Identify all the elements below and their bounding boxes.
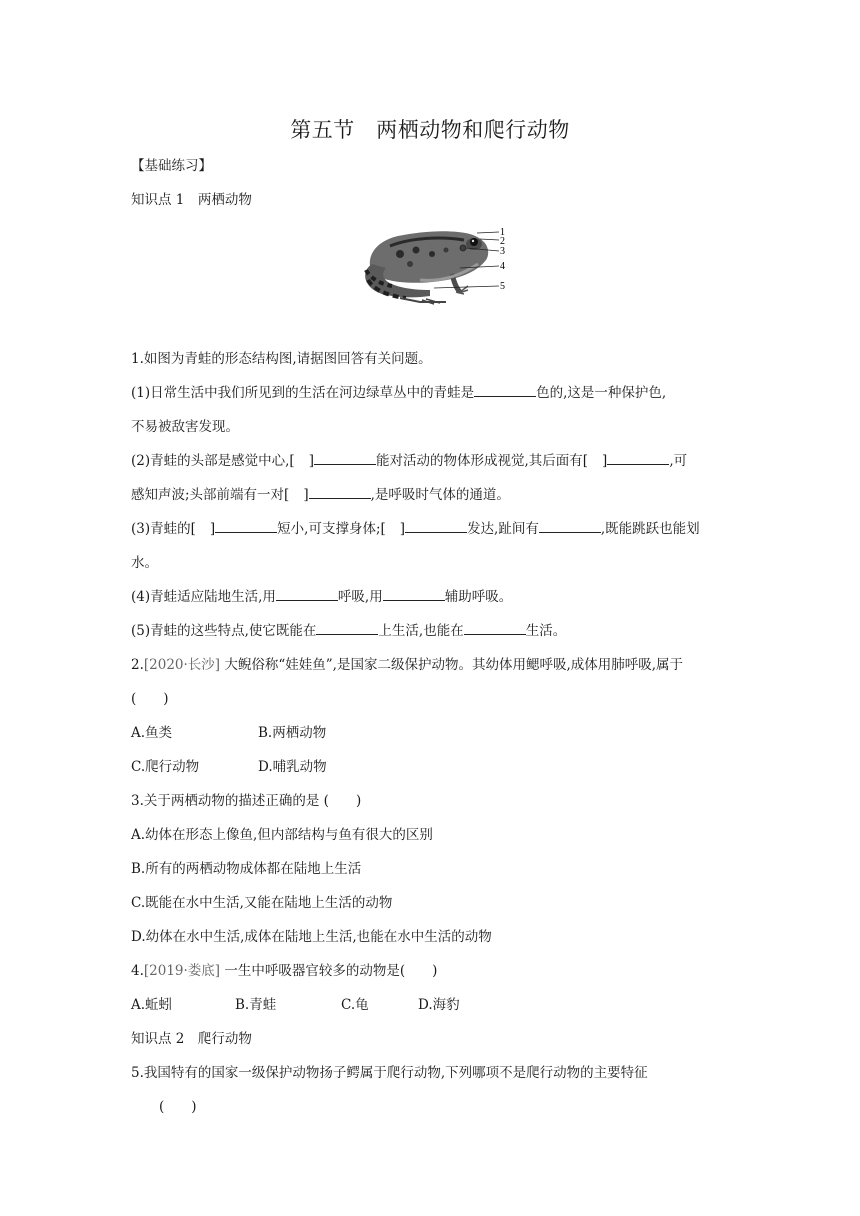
q1-p2-text-g: ] xyxy=(303,487,309,503)
question-1-part-1-cont: 不易被敌害发现。 xyxy=(131,419,239,435)
option-c[interactable]: C.爬行动物 xyxy=(131,759,200,775)
option-a[interactable]: A.鱼类 xyxy=(131,725,173,741)
answer-blank[interactable] xyxy=(405,520,467,533)
question-1-part-5 xyxy=(131,622,566,640)
question-1-part-2-cont xyxy=(131,486,510,504)
option-a[interactable]: A.幼体在形态上像鱼,但内部结构与鱼有很大的区别 xyxy=(131,827,433,843)
figure-label-3: 3 xyxy=(500,246,505,257)
q1-p3-text-b: ] xyxy=(209,521,216,537)
option-d[interactable]: D.海豹 xyxy=(418,997,460,1013)
q1-p5-text-c: 生活。 xyxy=(525,623,567,639)
question-3-stem: 3.关于两栖动物的描述正确的是 ( ) xyxy=(131,793,362,809)
knowledge-point-2: 知识点 2 爬行动物 xyxy=(131,1031,252,1047)
option-b[interactable]: B.所有的两栖动物成体都在陆地上生活 xyxy=(131,861,362,877)
question-source: [2019·娄底] xyxy=(143,963,221,979)
frog-figure xyxy=(360,224,520,306)
q1-p3-text-a: (3)青蛙的[ xyxy=(131,521,196,537)
option-d[interactable]: D.哺乳动物 xyxy=(258,759,327,775)
option-c[interactable]: C.龟 xyxy=(341,997,369,1013)
q1-p2-text-h: ,是呼吸时气体的通道。 xyxy=(370,487,510,503)
question-4-stem xyxy=(131,962,437,980)
q1-p2-text-e: ,可 xyxy=(669,453,688,469)
question-1-part-1 xyxy=(131,384,666,402)
question-2-stem xyxy=(131,656,683,674)
answer-blank[interactable] xyxy=(215,520,277,533)
figure-label-5: 5 xyxy=(500,281,505,292)
question-1-part-4 xyxy=(131,588,512,606)
q1-p3-text-c: 短小,可支撑身体;[ xyxy=(277,521,386,537)
q1-p3-text-d: ] xyxy=(399,521,406,537)
answer-paren[interactable]: ( ) xyxy=(131,691,169,707)
question-2-options-row-1 xyxy=(131,724,326,742)
answer-blank[interactable] xyxy=(276,588,338,601)
question-1-stem: 1.如图为青蛙的形态结构图,请据图回答有关问题。 xyxy=(131,351,432,367)
q1-p2-text-f: 感知声波;头部前端有一对[ xyxy=(131,487,290,503)
answer-blank[interactable] xyxy=(464,622,526,635)
q1-p5-text-b: 上生活,也能在 xyxy=(378,623,464,639)
figure-label-2: 2 xyxy=(500,236,505,247)
question-5-stem: 5.我国特有的国家一级保护动物扬子鳄属于爬行动物,下列哪项不是爬行动物的主要特征 xyxy=(131,1065,648,1081)
q1-p1-text-b: 色的,这是一种保护色, xyxy=(536,385,667,401)
question-4-options xyxy=(131,996,460,1014)
knowledge-point-1: 知识点 1 两栖动物 xyxy=(131,192,252,208)
question-2-options-row-2 xyxy=(131,758,327,776)
q1-p4-text-b: 呼吸,用 xyxy=(337,589,383,605)
question-1-part-3-cont: 水。 xyxy=(131,555,158,571)
figure-label-4: 4 xyxy=(500,261,505,272)
page-title: 第五节 两栖动物和爬行动物 xyxy=(290,118,570,142)
q1-p2-text-c: 能对活动的物体形成视觉,其后面有[ xyxy=(375,453,589,469)
q1-p4-text-c: 辅助呼吸。 xyxy=(444,589,513,605)
question-1-part-3 xyxy=(131,520,700,538)
answer-blank[interactable] xyxy=(607,452,669,465)
q1-p2-text-a: (2)青蛙的头部是感觉中心,[ xyxy=(131,453,295,469)
q1-p3-text-f: ,既能跳跃也能划 xyxy=(600,521,700,537)
answer-blank[interactable] xyxy=(539,520,601,533)
option-d[interactable]: D.幼体在水中生活,成体在陆地上生活,也能在水中生活的动物 xyxy=(131,929,492,945)
answer-blank[interactable] xyxy=(474,384,536,397)
option-b[interactable]: B.两栖动物 xyxy=(258,725,327,741)
answer-blank[interactable] xyxy=(309,486,371,499)
q1-p3-text-e: 发达,趾间有 xyxy=(467,521,539,537)
q1-p2-text-b: ] xyxy=(308,453,314,469)
answer-blank[interactable] xyxy=(314,452,376,465)
q1-p5-text-a: (5)青蛙的这些特点,使它既能在 xyxy=(131,623,317,639)
q1-p1-text-a: (1)日常生活中我们所见到的生活在河边绿草丛中的青蛙是 xyxy=(131,385,475,401)
question-1-part-2 xyxy=(131,452,687,470)
answer-blank[interactable] xyxy=(316,622,378,635)
option-c[interactable]: C.既能在水中生活,又能在陆地上生活的动物 xyxy=(131,895,393,911)
q1-p4-text-a: (4)青蛙适应陆地生活,用 xyxy=(131,589,276,605)
option-b[interactable]: B.青蛙 xyxy=(235,997,277,1013)
q1-p2-text-d: ] xyxy=(602,453,608,469)
question-text: 大鲵俗称“娃娃鱼”,是国家二级保护动物。其幼体用鳃呼吸,成体用肺呼吸,属于 xyxy=(224,657,684,673)
figure-label-1: 1 xyxy=(500,227,505,238)
answer-paren[interactable]: ( ) xyxy=(159,1099,197,1115)
section-heading: 【基础练习】 xyxy=(131,158,212,174)
question-number: 2. xyxy=(131,657,144,673)
option-a[interactable]: A.蚯蚓 xyxy=(131,997,173,1013)
question-source: [2020·长沙] xyxy=(143,657,221,673)
answer-blank[interactable] xyxy=(383,588,445,601)
question-number: 4. xyxy=(131,963,144,979)
question-text: 一生中呼吸器官较多的动物是( ) xyxy=(224,963,438,979)
frog-illustration xyxy=(360,224,520,306)
